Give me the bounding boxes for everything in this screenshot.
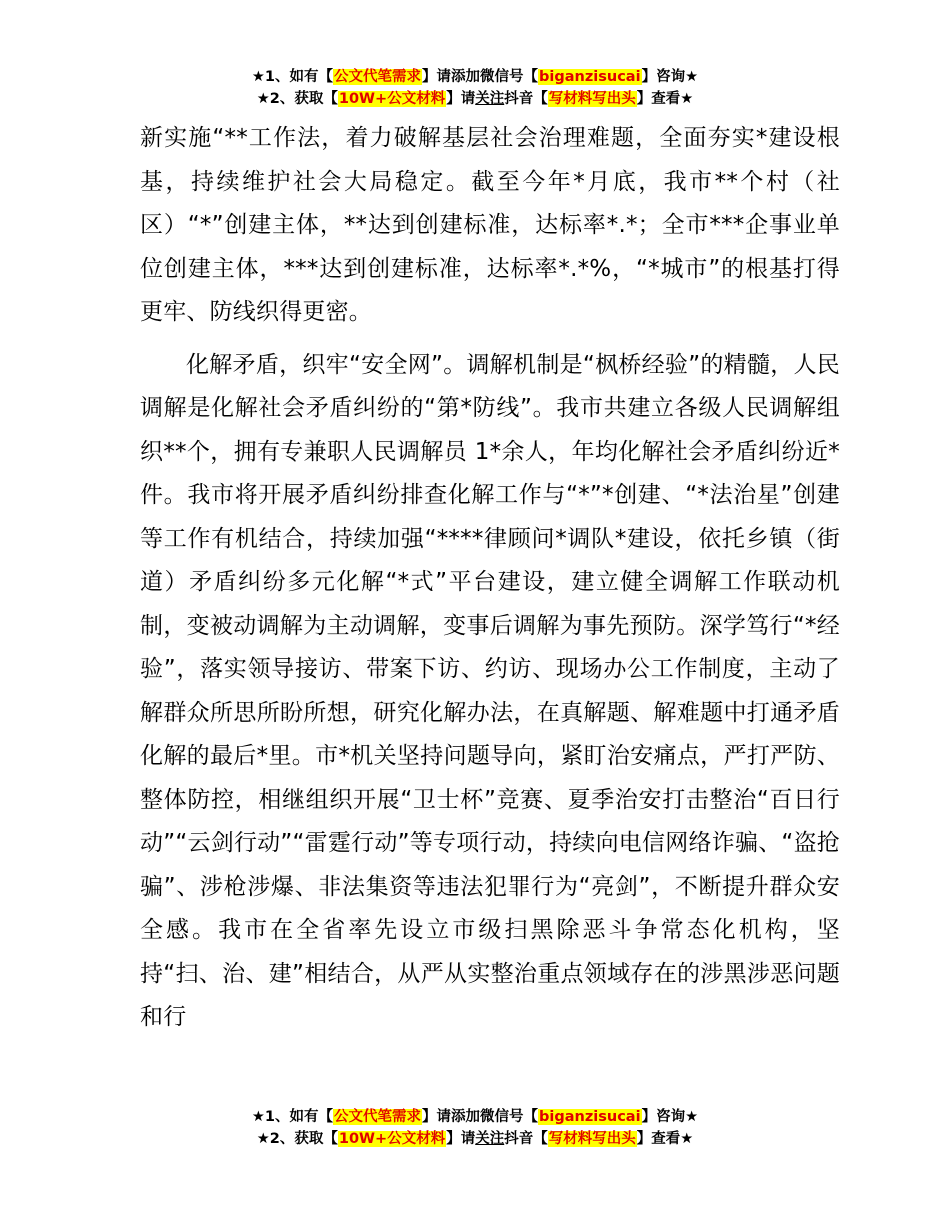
banner-highlight-service: 公文代笔需求	[334, 69, 422, 85]
footer-line-2-suffix: 】查看★	[636, 1131, 694, 1147]
footer-line-2-mid2: 抖音【	[504, 1131, 548, 1147]
footer-line-1-suffix: 】咨询★	[641, 1109, 699, 1125]
paragraph-2: 化解矛盾，织牢“安全网”。调解机制是“枫桥经验”的精髓，人民调解是化解社会矛盾纠纷的“第*防线”。我市共建立各级人民调解组织**个，拥有专兼职人民调解员 1*余人，年均化解社会矛盾纠纷近*件。我市将开展矛盾纠纷排查化解工作与“*”*创建、“*法治星”创建等工作有机结合，持续加强“****律顾问*调队*建设，依托乡镇（街道）矛盾纠纷多元化解“*式”平台建设，建立健全调解工作联动机制，变被动调解为主动调解，变事后调解为事先预防。深学笃行“*经验”，落实领导接访、带案下访、约访、现场办公工作制度，主动了解群众所思所盼所想，研究化解办法，在真解题、解难题中打通矛盾化解的最后*里。市*机关坚持问题导向，紧盯治安痛点，严打严防、整体防控，相继组织开展“卫士杯”竞赛、夏季治安打击整治“百日行动”“云剑行动”“雷霆行动”等专项行动，持续向电信网络诈骗、“盗抢骗”、涉枪涉爆、非法集资等违法犯罪行为“亮剑”，不断提升群众安全感。我市在全省率先设立市级扫黑除恶斗争常态化机构，坚持“扫、治、建”相结合，从严从实整治重点领域存在的涉黑涉恶问题和行	[140, 351, 840, 1030]
footer-banner	[0, 1106, 950, 1150]
footer-line-1-emph: 添加	[451, 1109, 481, 1125]
banner-line-2	[0, 88, 950, 110]
footer-highlight-douyin: 写材料写出头	[548, 1131, 636, 1147]
banner-highlight-wechat-id: biganzisucai	[539, 69, 641, 85]
banner-highlight-materials: 10W+公文材料	[338, 91, 446, 107]
footer-line-1-mid1: 】请	[422, 1109, 452, 1125]
footer-line-2-mid1: 】请	[446, 1131, 476, 1147]
document-body	[140, 117, 840, 1040]
paragraph-1: 新实施“**工作法，着力破解基层社会治理难题，全面夯实*建设根基，持续维护社会大局稳定。截至今年*月底，我市**个村（社区）“*”创建主体，**达到创建标准，达标率*.*；全市***企事业单位创建主体，***达到创建标准，达标率*.*%，“*城市”的根基打得更牢、防线织得更密。	[140, 125, 840, 325]
banner-line-1-mid1: 】请	[422, 69, 452, 85]
banner-line-2-emph: 关注	[475, 91, 505, 107]
footer-highlight-service: 公文代笔需求	[334, 1109, 422, 1125]
banner-line-1-emph: 添加	[451, 69, 481, 85]
banner-line-2-mid2: 抖音【	[504, 91, 548, 107]
banner-line-2-mid1: 】请	[446, 91, 476, 107]
header-banner	[0, 66, 950, 110]
banner-line-1-prefix: ★1、如有【	[251, 69, 334, 85]
footer-line-1-prefix: ★1、如有【	[251, 1109, 334, 1125]
footer-line-1-mid2: 微信号【	[480, 1109, 539, 1125]
footer-line-2-prefix: ★2、获取【	[256, 1131, 338, 1147]
banner-highlight-douyin: 写材料写出头	[548, 91, 636, 107]
footer-banner-line-1	[0, 1106, 950, 1128]
banner-line-1-suffix: 】咨询★	[641, 69, 699, 85]
footer-highlight-materials: 10W+公文材料	[338, 1131, 446, 1147]
footer-highlight-wechat-id: biganzisucai	[539, 1109, 641, 1125]
banner-line-1	[0, 66, 950, 88]
footer-line-2-emph: 关注	[475, 1131, 505, 1147]
banner-line-1-mid2: 微信号【	[480, 69, 539, 85]
footer-banner-line-2	[0, 1128, 950, 1150]
banner-line-2-suffix: 】查看★	[636, 91, 694, 107]
banner-line-2-prefix: ★2、获取【	[256, 91, 338, 107]
